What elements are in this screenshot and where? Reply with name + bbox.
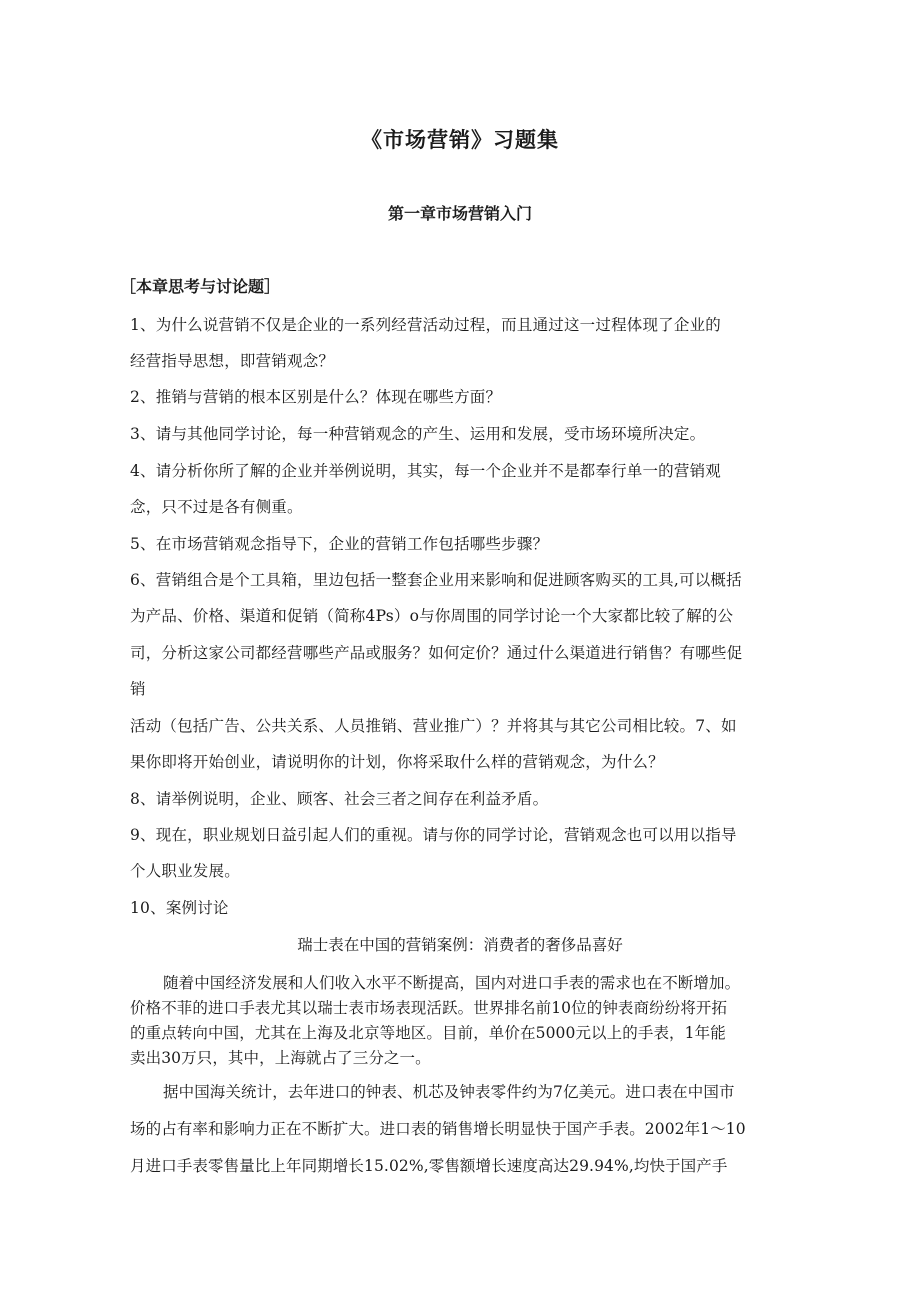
question-line: 10、案例讨论	[130, 899, 229, 917]
question-line: 6、营销组合是个工具箱，里边包括一整套企业用来影响和促进顾客购买的工具,可以概括	[130, 571, 742, 589]
question-line: 2、推销与营销的根本区别是什么？体现在哪些方面？	[130, 388, 502, 406]
question-line: 9、现在，职业规划日益引起人们的重视。请与你的同学讨论，营销观念也可以用以指导	[130, 826, 737, 844]
paragraph-line: 据中国海关统计，去年进口的钟表、机芯及钟表零件约为7亿美元。进口表在中国市	[163, 1083, 735, 1101]
question-line: 3、请与其他同学讨论，每一种营销观念的产生、运用和发展，受市场环境所决定。	[130, 425, 706, 443]
question-line: 销	[130, 680, 146, 698]
question-line: 5、在市场营销观念指导下，企业的营销工作包括哪些步骤？	[130, 535, 549, 553]
paragraph-line: 价格不菲的进口手表尤其以瑞士表市场表现活跃。世界排名前10位的钟表商纷纷将开拓	[130, 999, 728, 1017]
question-line: 司，分析这家公司都经营哪些产品或服务？如何定价？通过什么渠道进行销售？有哪些促	[130, 644, 743, 662]
paragraph-line: 的重点转向中国，尤其在上海及北京等地区。目前，单价在5000元以上的手表，1年能	[130, 1024, 726, 1042]
paragraph-line: 卖出30万只，其中，上海就占了三分之一。	[130, 1049, 431, 1067]
document-title: 《市场营销》习题集	[361, 128, 559, 152]
question-line: 8、请举例说明，企业、顾客、社会三者之间存在利益矛盾。	[130, 790, 549, 808]
question-line: 1、为什么说营销不仅是企业的一系列经营活动过程，而且通过这一过程体现了企业的	[130, 316, 721, 334]
question-line: 经营指导思想，即营销观念？	[130, 352, 335, 370]
question-line: 果你即将开始创业，请说明你的计划，你将采取什么样的营销观念，为什么？	[130, 753, 664, 771]
question-line: 4、请分析你所了解的企业并举例说明，其实，每一个企业并不是都奉行单一的营销观	[130, 462, 721, 480]
paragraph-line: 场的占有率和影响力正在不断扩大。进口表的销售增长明显快于国产手表。2002年1～10	[130, 1120, 746, 1138]
question-line: 个人职业发展。	[130, 862, 240, 880]
chapter-heading: 第一章市场营销入门	[387, 204, 532, 223]
section-heading: ［本章思考与讨论题］	[120, 277, 281, 296]
question-line: 活动（包括广告、公共关系、人员推销、营业推广）？并将其与其它公司相比较。7、如	[130, 717, 737, 735]
paragraph-line: 随着中国经济发展和人们收入水平不断提高，国内对进口手表的需求也在不断增加。	[163, 974, 741, 992]
paragraph-line: 月进口手表零售量比上年同期增长15.02%,零售额增长速度高达29.94%,均快于国产手	[130, 1157, 728, 1175]
case-title: 瑞士表在中国的营销案例：消费者的奢侈品喜好	[297, 936, 623, 954]
question-line: 为产品、价格、渠道和促销（简称4Ps）o与你周围的同学讨论一个大家都比较了解的公	[130, 607, 734, 625]
question-line: 念，只不过是各有侧重。	[130, 498, 303, 516]
